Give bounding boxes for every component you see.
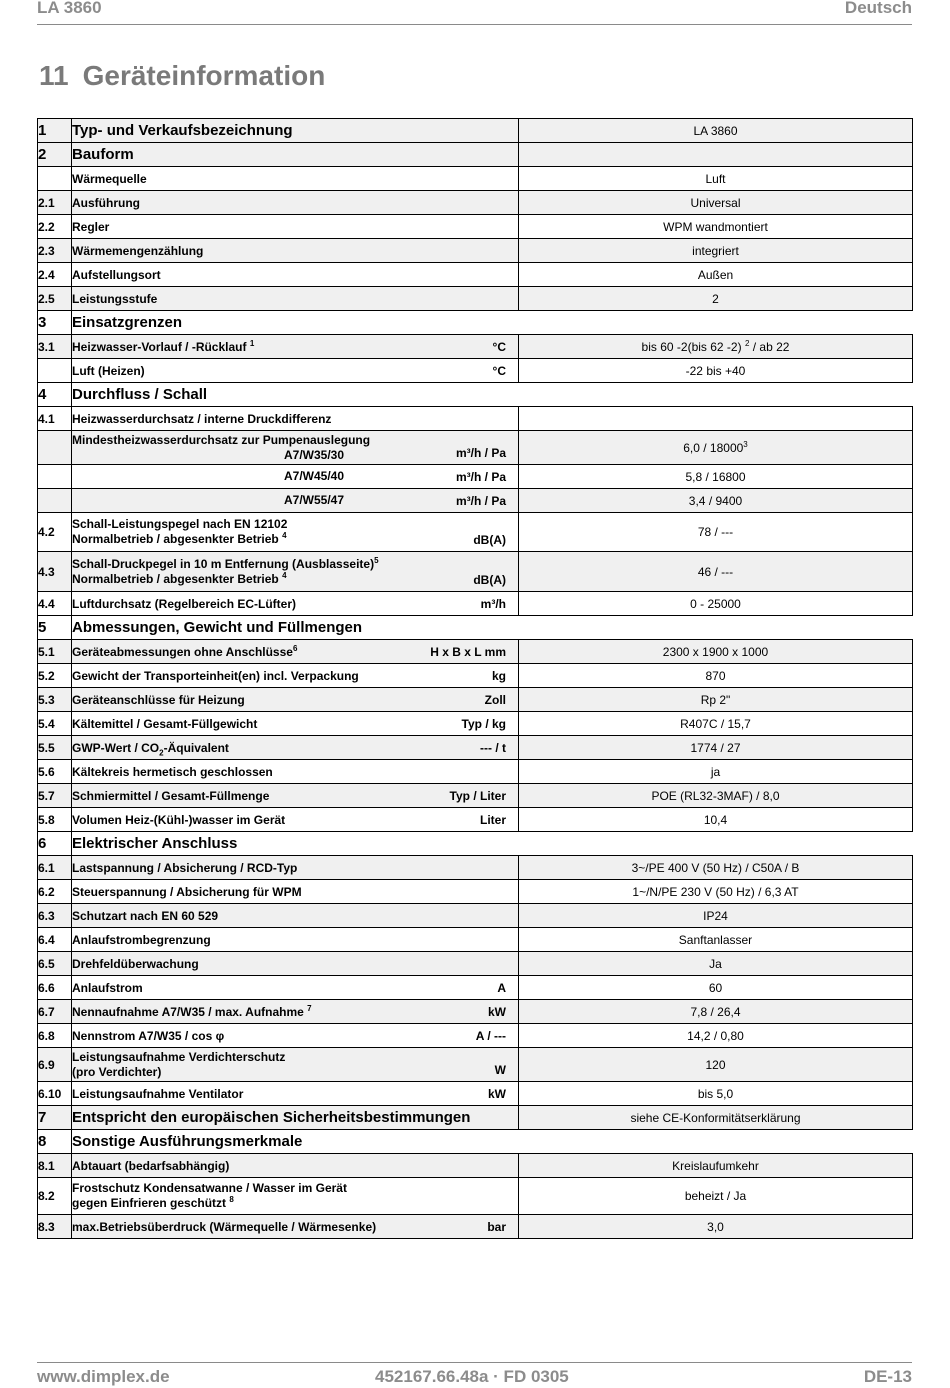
row-number: 3	[38, 311, 72, 335]
row-label: Leistungsaufnahme Verdichterschutz (pro Verdichter) W	[72, 1048, 519, 1082]
row-label: Ausführung	[72, 191, 519, 215]
row-number: 4	[38, 383, 72, 407]
page-header	[37, 0, 912, 25]
row-label: Luft (Heizen) °C	[72, 359, 519, 383]
row-number: 5.7	[38, 784, 72, 808]
row-number: 2.5	[38, 287, 72, 311]
table-row	[38, 552, 913, 592]
table-row	[38, 119, 913, 143]
row-value: Universal	[519, 191, 913, 215]
page-footer	[37, 1362, 912, 1388]
row-label: Elektrischer Anschluss	[72, 832, 913, 856]
row-number: 2.1	[38, 191, 72, 215]
table-row	[38, 904, 913, 928]
table-row	[38, 784, 913, 808]
row-number	[38, 489, 72, 513]
table-row	[38, 880, 913, 904]
row-label: Typ- und Verkaufsbezeichnung	[72, 119, 519, 143]
row-number: 5.3	[38, 688, 72, 712]
table-row	[38, 640, 913, 664]
table-row	[38, 688, 913, 712]
table-row	[38, 431, 913, 465]
row-label: Abtauart (bedarfsabhängig)	[72, 1154, 519, 1178]
row-label: GWP-Wert / $CO_2$-Äquivalent --- / t	[72, 736, 519, 760]
row-label: Geräteabmessungen ohne Anschlüsse$^6$ H x B x L mm	[72, 640, 519, 664]
table-row	[38, 143, 913, 167]
row-value: siehe CE-Konformitätserklärung	[519, 1106, 913, 1130]
row-value: Ja	[519, 952, 913, 976]
row-label: A7/W45/40 m³/h / Pa	[72, 465, 519, 489]
row-value: 0 - 25000	[519, 592, 913, 616]
table-row	[38, 465, 913, 489]
row-number: 6.2	[38, 880, 72, 904]
row-label: Anlaufstrom A	[72, 976, 519, 1000]
row-value: 7,8 / 26,4	[519, 1000, 913, 1024]
table-row	[38, 760, 913, 784]
row-value: Kreislaufumkehr	[519, 1154, 913, 1178]
row-number: 5	[38, 616, 72, 640]
row-number: 6.7	[38, 1000, 72, 1024]
row-value: 78 / ---	[519, 513, 913, 552]
row-label: Volumen Heiz-(Kühl-)wasser im Gerät Liter	[72, 808, 519, 832]
row-value: 870	[519, 664, 913, 688]
row-value: 3,0	[519, 1215, 913, 1239]
row-label: Frostschutz Kondensatwanne / Wasser im Gerät gegen Einfrieren geschützt $^8$	[72, 1178, 519, 1215]
row-number	[38, 359, 72, 383]
table-row	[38, 335, 913, 359]
table-row	[38, 1082, 913, 1106]
row-value: IP24	[519, 904, 913, 928]
row-number: 8.1	[38, 1154, 72, 1178]
row-label: Wärmequelle	[72, 167, 519, 191]
header-language: Deutsch	[844, 0, 912, 17]
table-row	[38, 1154, 913, 1178]
row-number: 8.2	[38, 1178, 72, 1215]
table-row	[38, 976, 913, 1000]
row-value: 60	[519, 976, 913, 1000]
row-number: 6.1	[38, 856, 72, 880]
table-row	[38, 513, 913, 552]
row-number: 6.4	[38, 928, 72, 952]
row-value: LA 3860	[519, 119, 913, 143]
table-row	[38, 736, 913, 760]
row-label: Bauform	[72, 143, 519, 167]
page-title	[37, 60, 325, 92]
row-number: 6.10	[38, 1082, 72, 1106]
row-number: 6.3	[38, 904, 72, 928]
page-title-text: Geräteinformation	[82, 60, 326, 91]
row-label: Heizwasserdurchsatz / interne Druckdifferenz	[72, 407, 519, 431]
row-label: Schall-Leistungspegel nach EN 12102 Normalbetrieb / abgesenkter Betrieb $^4$ dB(A)	[72, 513, 519, 552]
table-row	[38, 191, 913, 215]
table-row	[38, 1215, 913, 1239]
table-row	[38, 1106, 913, 1130]
row-value: ja	[519, 760, 913, 784]
table-row	[38, 856, 913, 880]
row-value: 1774 / 27	[519, 736, 913, 760]
row-label: A7/W55/47 m³/h / Pa	[72, 489, 519, 513]
row-label: Drehfeldüberwachung	[72, 952, 519, 976]
row-value: 2	[519, 287, 913, 311]
row-number	[38, 465, 72, 489]
row-number: 5.2	[38, 664, 72, 688]
row-number	[38, 431, 72, 465]
row-label: Kältekreis hermetisch geschlossen	[72, 760, 519, 784]
row-label: Anlaufstrombegrenzung	[72, 928, 519, 952]
table-row	[38, 1178, 913, 1215]
row-value: 2300 x 1900 x 1000	[519, 640, 913, 664]
row-label: Geräteanschlüsse für Heizung Zoll	[72, 688, 519, 712]
row-label: Heizwasser-Vorlauf / -Rücklauf $^1$ °C	[72, 335, 519, 359]
table-row	[38, 239, 913, 263]
row-value: 3,4 / 9400	[519, 489, 913, 513]
row-label: Kältemittel / Gesamt-Füllgewicht Typ / kg	[72, 712, 519, 736]
row-label: Einsatzgrenzen	[72, 311, 913, 335]
table-section-row	[38, 383, 913, 407]
row-label: Durchfluss / Schall	[72, 383, 913, 407]
row-number: 3.1	[38, 335, 72, 359]
row-number: 5.5	[38, 736, 72, 760]
row-number: 4.4	[38, 592, 72, 616]
row-number: 5.1	[38, 640, 72, 664]
row-label: Nennstrom A7/W35 / cos φ A / ---	[72, 1024, 519, 1048]
table-row	[38, 407, 913, 431]
row-number: 2.3	[38, 239, 72, 263]
table-row	[38, 359, 913, 383]
row-number: 2	[38, 143, 72, 167]
row-value: R407C / 15,7	[519, 712, 913, 736]
table-row	[38, 664, 913, 688]
row-label: Schmiermittel / Gesamt-Füllmenge Typ / Liter	[72, 784, 519, 808]
table-row	[38, 1000, 913, 1024]
row-label: Luftdurchsatz (Regelbereich EC-Lüfter) m³/h	[72, 592, 519, 616]
row-label: Leistungsstufe	[72, 287, 519, 311]
row-label: Schall-Druckpegel in 10 m Entfernung (Ausblasseite)$^5$ Normalbetrieb / abgesenkter Betrieb $^4$ dB(A)	[72, 552, 519, 592]
row-number: 5.8	[38, 808, 72, 832]
row-value: WPM wandmontiert	[519, 215, 913, 239]
row-number: 2.4	[38, 263, 72, 287]
table-row	[38, 287, 913, 311]
row-label: Gewicht der Transporteinheit(en) incl. Verpackung kg	[72, 664, 519, 688]
footer-page-number: DE-13	[863, 1367, 912, 1386]
row-value: bis 5,0	[519, 1082, 913, 1106]
row-number: 5.4	[38, 712, 72, 736]
row-number: 6.8	[38, 1024, 72, 1048]
row-value	[519, 143, 913, 167]
table-row	[38, 263, 913, 287]
row-value: 46 / ---	[519, 552, 913, 592]
row-label: Steuerspannung / Absicherung für WPM	[72, 880, 519, 904]
row-number: 1	[38, 119, 72, 143]
row-value: POE (RL32-3MAF) / 8,0	[519, 784, 913, 808]
row-value: 3~/PE 400 V (50 Hz) / C50A / B	[519, 856, 913, 880]
row-number: 4.3	[38, 552, 72, 592]
table-row	[38, 808, 913, 832]
row-value: Sanftanlasser	[519, 928, 913, 952]
row-value: 6,0 / 18000$^3$	[519, 431, 913, 465]
row-number: 4.1	[38, 407, 72, 431]
table-section-row	[38, 1130, 913, 1154]
row-value: Außen	[519, 263, 913, 287]
row-value: 5,8 / 16800	[519, 465, 913, 489]
table-section-row	[38, 616, 913, 640]
table-row	[38, 1048, 913, 1082]
row-label: Nennaufnahme A7/W35 / max. Aufnahme $^7$ kW	[72, 1000, 519, 1024]
row-value: Rp 2"	[519, 688, 913, 712]
device-information-table	[37, 118, 913, 1239]
row-value: -22 bis +40	[519, 359, 913, 383]
row-number: 8	[38, 1130, 72, 1154]
row-value	[519, 407, 913, 431]
row-number: 8.3	[38, 1215, 72, 1239]
table-section-row	[38, 311, 913, 335]
table-row	[38, 215, 913, 239]
row-number	[38, 167, 72, 191]
footer-website: www.dimplex.de	[37, 1367, 170, 1386]
row-number: 2.2	[38, 215, 72, 239]
page-title-number: 11	[39, 60, 69, 91]
row-label: Schutzart nach EN 60 529	[72, 904, 519, 928]
footer-doc-number: 452167.66.48a · FD 0305	[375, 1367, 569, 1386]
row-label: Abmessungen, Gewicht und Füllmengen	[72, 616, 913, 640]
row-label: Mindestheizwasserdurchsatz zur Pumpenauslegung A7/W35/30 m³/h / Pa	[72, 431, 519, 465]
row-number: 6.9	[38, 1048, 72, 1082]
row-number: 6.5	[38, 952, 72, 976]
table-row	[38, 952, 913, 976]
row-value: 1~/N/PE 230 V (50 Hz) / 6,3 AT	[519, 880, 913, 904]
table-row	[38, 1024, 913, 1048]
row-value: 120	[519, 1048, 913, 1082]
row-label: Sonstige Ausführungsmerkmale	[72, 1130, 913, 1154]
row-value: 14,2 / 0,80	[519, 1024, 913, 1048]
row-label: max.Betriebsüberdruck (Wärmequelle / Wärmesenke) bar	[72, 1215, 519, 1239]
row-value: bis 60 -2(bis 62 -2) $^2$ / ab 22	[519, 335, 913, 359]
row-label: Aufstellungsort	[72, 263, 519, 287]
row-number: 4.2	[38, 513, 72, 552]
table-row	[38, 592, 913, 616]
table-row	[38, 167, 913, 191]
row-number: 5.6	[38, 760, 72, 784]
row-number: 6.6	[38, 976, 72, 1000]
row-value: integriert	[519, 239, 913, 263]
table-row	[38, 489, 913, 513]
row-number: 6	[38, 832, 72, 856]
row-value: 10,4	[519, 808, 913, 832]
row-label: Wärmemengenzählung	[72, 239, 519, 263]
row-value: Luft	[519, 167, 913, 191]
table-section-row	[38, 832, 913, 856]
row-label: Leistungsaufnahme Ventilator kW	[72, 1082, 519, 1106]
row-label: Entspricht den europäischen Sicherheitsbestimmungen	[72, 1106, 519, 1130]
table-row	[38, 712, 913, 736]
header-model: LA 3860	[37, 0, 102, 17]
row-number: 7	[38, 1106, 72, 1130]
row-value: beheizt / Ja	[519, 1178, 913, 1215]
row-label: Regler	[72, 215, 519, 239]
row-label: Lastspannung / Absicherung / RCD-Typ	[72, 856, 519, 880]
table-row	[38, 928, 913, 952]
